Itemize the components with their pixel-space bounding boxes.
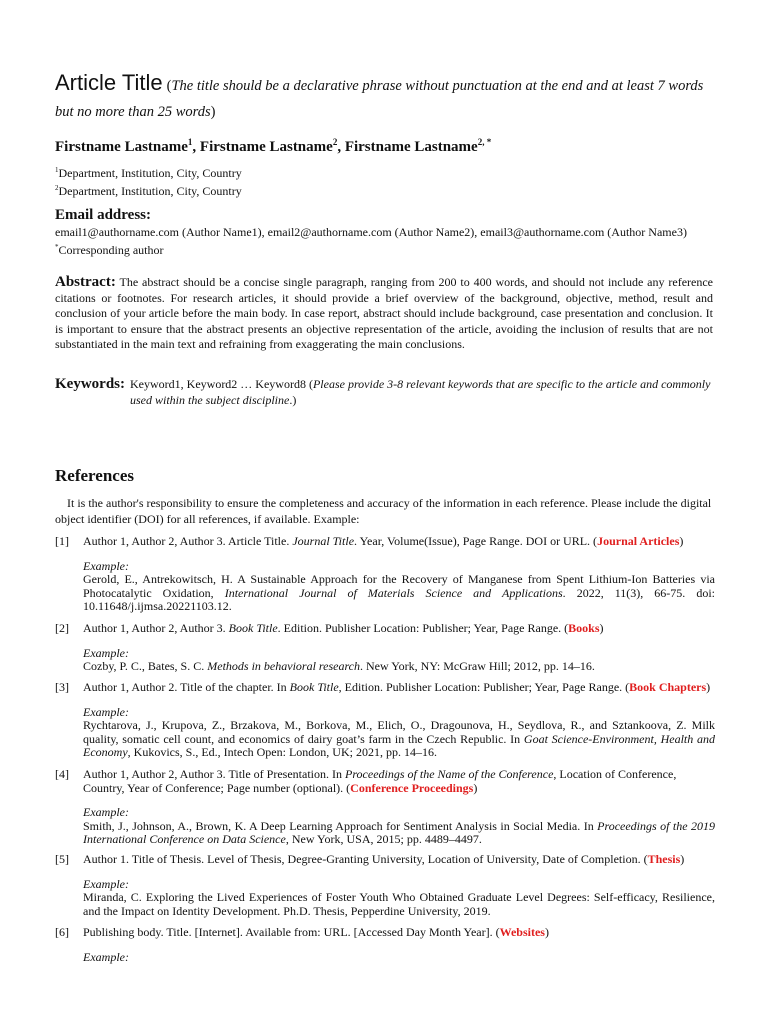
- reference-example: Smith, J., Johnson, A., Brown, K. A Deep Learning Approach for Sentiment Analysis in Social Media. In Proceedings of the 2019 International Conference on Data Science, New York, USA, 2015; pp. 4489–4497.: [83, 818, 715, 846]
- reference-example: Cozby, P. C., Bates, S. C. Methods in behavioral research. New York, NY: McGraw Hill; 2012, pp. 14–16.: [83, 659, 595, 673]
- reference-type-label: Conference Proceedings: [350, 780, 474, 795]
- author-name: Firstname Lastname: [344, 139, 478, 155]
- reference-type-label: Books: [568, 621, 600, 635]
- author-sup: 2: [332, 137, 338, 147]
- author-sup: 2, *: [477, 137, 492, 147]
- author-line: Firstname Lastname$^1$, Firstname Lastname$^2$, Firstname Lastname$^{2, *}$: [55, 137, 492, 155]
- abstract-text: The abstract should be a concise single paragraph, ranging from 200 to 400 words, and should not include any reference citations or footnotes. For research articles, it should provide a brief overview of the background, objective, method, result and conclusion of your article before the main body. In case report, abstract should include background, case presentation and conclusion. It is important to ensure that the abstract presents an objective representation of the article, avoiding the inclusion of results that are not substantiated in the main text and refraining from exaggerating the main conclusions.: [55, 275, 713, 351]
- reference-example: Rychtarova, J., Krupova, Z., Brzakova, M., Borkova, M., Elich, O., Dragounova, H., Seydlova, R., and Sztankoova, Z. Milk quality, somatic cell count, and economics of dairy goat’s farm in the Czech Republic. In Goat Science-Environment, Health and Economy, Kukovics, S., Ed., Intech Open: London, UK; 2021, pp. 14–16.: [83, 718, 715, 759]
- reference-number: [6]: [55, 925, 69, 939]
- keywords-text: Keyword1, Keyword2 … Keyword8 (: [130, 377, 313, 391]
- reference-template: Author 1. Title of Thesis. Level of Thesis, Degree-Granting University, Location of University, Date of Completion. (Thesis): [83, 852, 685, 866]
- abstract-label: Abstract:: [55, 274, 116, 290]
- reference-item: [55, 768, 715, 847]
- email-addresses: email1@authorname.com (Author Name1), email2@authorname.com (Author Name2), email3@authorname.com (Author Name3): [55, 225, 687, 239]
- example-label: Example:: [83, 949, 129, 964]
- reference-item: [55, 853, 715, 918]
- reference-item: [55, 681, 715, 760]
- keywords-note: Please provide 3-8 relevant keywords that are specific to the article and commonly used within the subject discipline: [130, 377, 711, 407]
- reference-number: [2]: [55, 621, 69, 635]
- example-label: Example:: [83, 704, 129, 719]
- reference-example: Gerold, E., Antrekowitsch, H. A Sustainable Approach for the Recovery of Manganese from Spent Lithium-Ion Batteries via Photocatalytic Oxidation, International Journal of Materials Science and Applications. 2022, 11(3), 66-75. doi: 10.11648/j.ijmsa.20221103.12.: [83, 572, 715, 613]
- title-note: The title should be a declarative phrase without punctuation at the end and at least 7 words but no more than 25 words: [55, 78, 704, 120]
- email-heading: Email address:: [55, 207, 151, 223]
- reference-item: [55, 535, 715, 614]
- reference-number: [3]: [55, 680, 69, 694]
- references-heading: References: [55, 466, 134, 485]
- reference-template: Author 1, Author 2. Title of the chapter. In Book Title, Edition. Publisher Location: Publisher; Year, Page Range. (Book Chapters): [83, 680, 711, 694]
- reference-number: [5]: [55, 852, 69, 866]
- affiliation: $^1$Department, Institution, City, Country: [55, 166, 242, 180]
- reference-template: Author 1, Author 2, Author 3. Title of Presentation. In Proceedings of the Name of the Conference, Location of Conference, Country, Year of Conference; Page number (optional). (Conference Proceedings): [83, 767, 677, 795]
- reference-number: [1]: [55, 534, 69, 548]
- example-label: Example:: [83, 645, 129, 660]
- reference-item: [55, 926, 715, 964]
- reference-type-label: Book Chapters: [629, 680, 707, 694]
- reference-template: Author 1, Author 2, Author 3. Article Title. Journal Title. Year, Volume(Issue), Page Range. DOI or URL. (Journal Articles): [83, 534, 684, 548]
- reference-type-label: Websites: [499, 925, 545, 939]
- reference-item: [55, 622, 715, 674]
- article-title-block: Article Title (The title should be a declarative phrase without punctuation at the end and at least 7 words but no more than 25 words): [55, 70, 704, 120]
- example-label: Example:: [83, 876, 129, 891]
- example-label: Example:: [83, 805, 129, 819]
- author-name: Firstname Lastname: [55, 139, 188, 155]
- reference-template: Publishing body. Title. [Internet]. Available from: URL. [Accessed Day Month Year]. (Websites): [83, 925, 549, 939]
- author-sup: 1: [187, 137, 193, 147]
- example-label: Example:: [83, 558, 129, 573]
- keywords-paragraph: Keywords: Keyword1, Keyword2 … Keyword8 (Please provide 3-8 relevant keywords that are specific to the article and commonly used within the subject discipline.): [55, 376, 711, 407]
- keywords-label: Keywords:: [55, 376, 125, 392]
- article-title: Article Title: [55, 70, 163, 95]
- reference-example: Miranda, C. Exploring the Lived Experiences of Foster Youth Who Obtained Graduate Level Degrees: Self-efficacy, Resilience, and the Impact on Identity Development. Ph.D. Thesis, Pepperdine University, 2019.: [83, 890, 715, 918]
- reference-type-label: Thesis: [647, 852, 681, 866]
- affiliation: $^2$Department, Institution, City, Country: [55, 184, 242, 198]
- author-name: Firstname Lastname: [199, 139, 333, 155]
- reference-number: [4]: [55, 767, 69, 781]
- reference-template: Author 1, Author 2, Author 3. Book Title. Edition. Publisher Location: Publisher; Year, Page Range. (Books): [83, 621, 604, 635]
- reference-type-label: Journal Articles: [597, 534, 680, 548]
- abstract-paragraph: [55, 275, 713, 353]
- corresponding-author-note: *Corresponding author: [55, 243, 164, 257]
- references-intro: It is the author's responsibility to ensure the completeness and accuracy of the information in each reference. Please include the digital object identifier (DOI) for all references, if available. Example:: [55, 496, 712, 526]
